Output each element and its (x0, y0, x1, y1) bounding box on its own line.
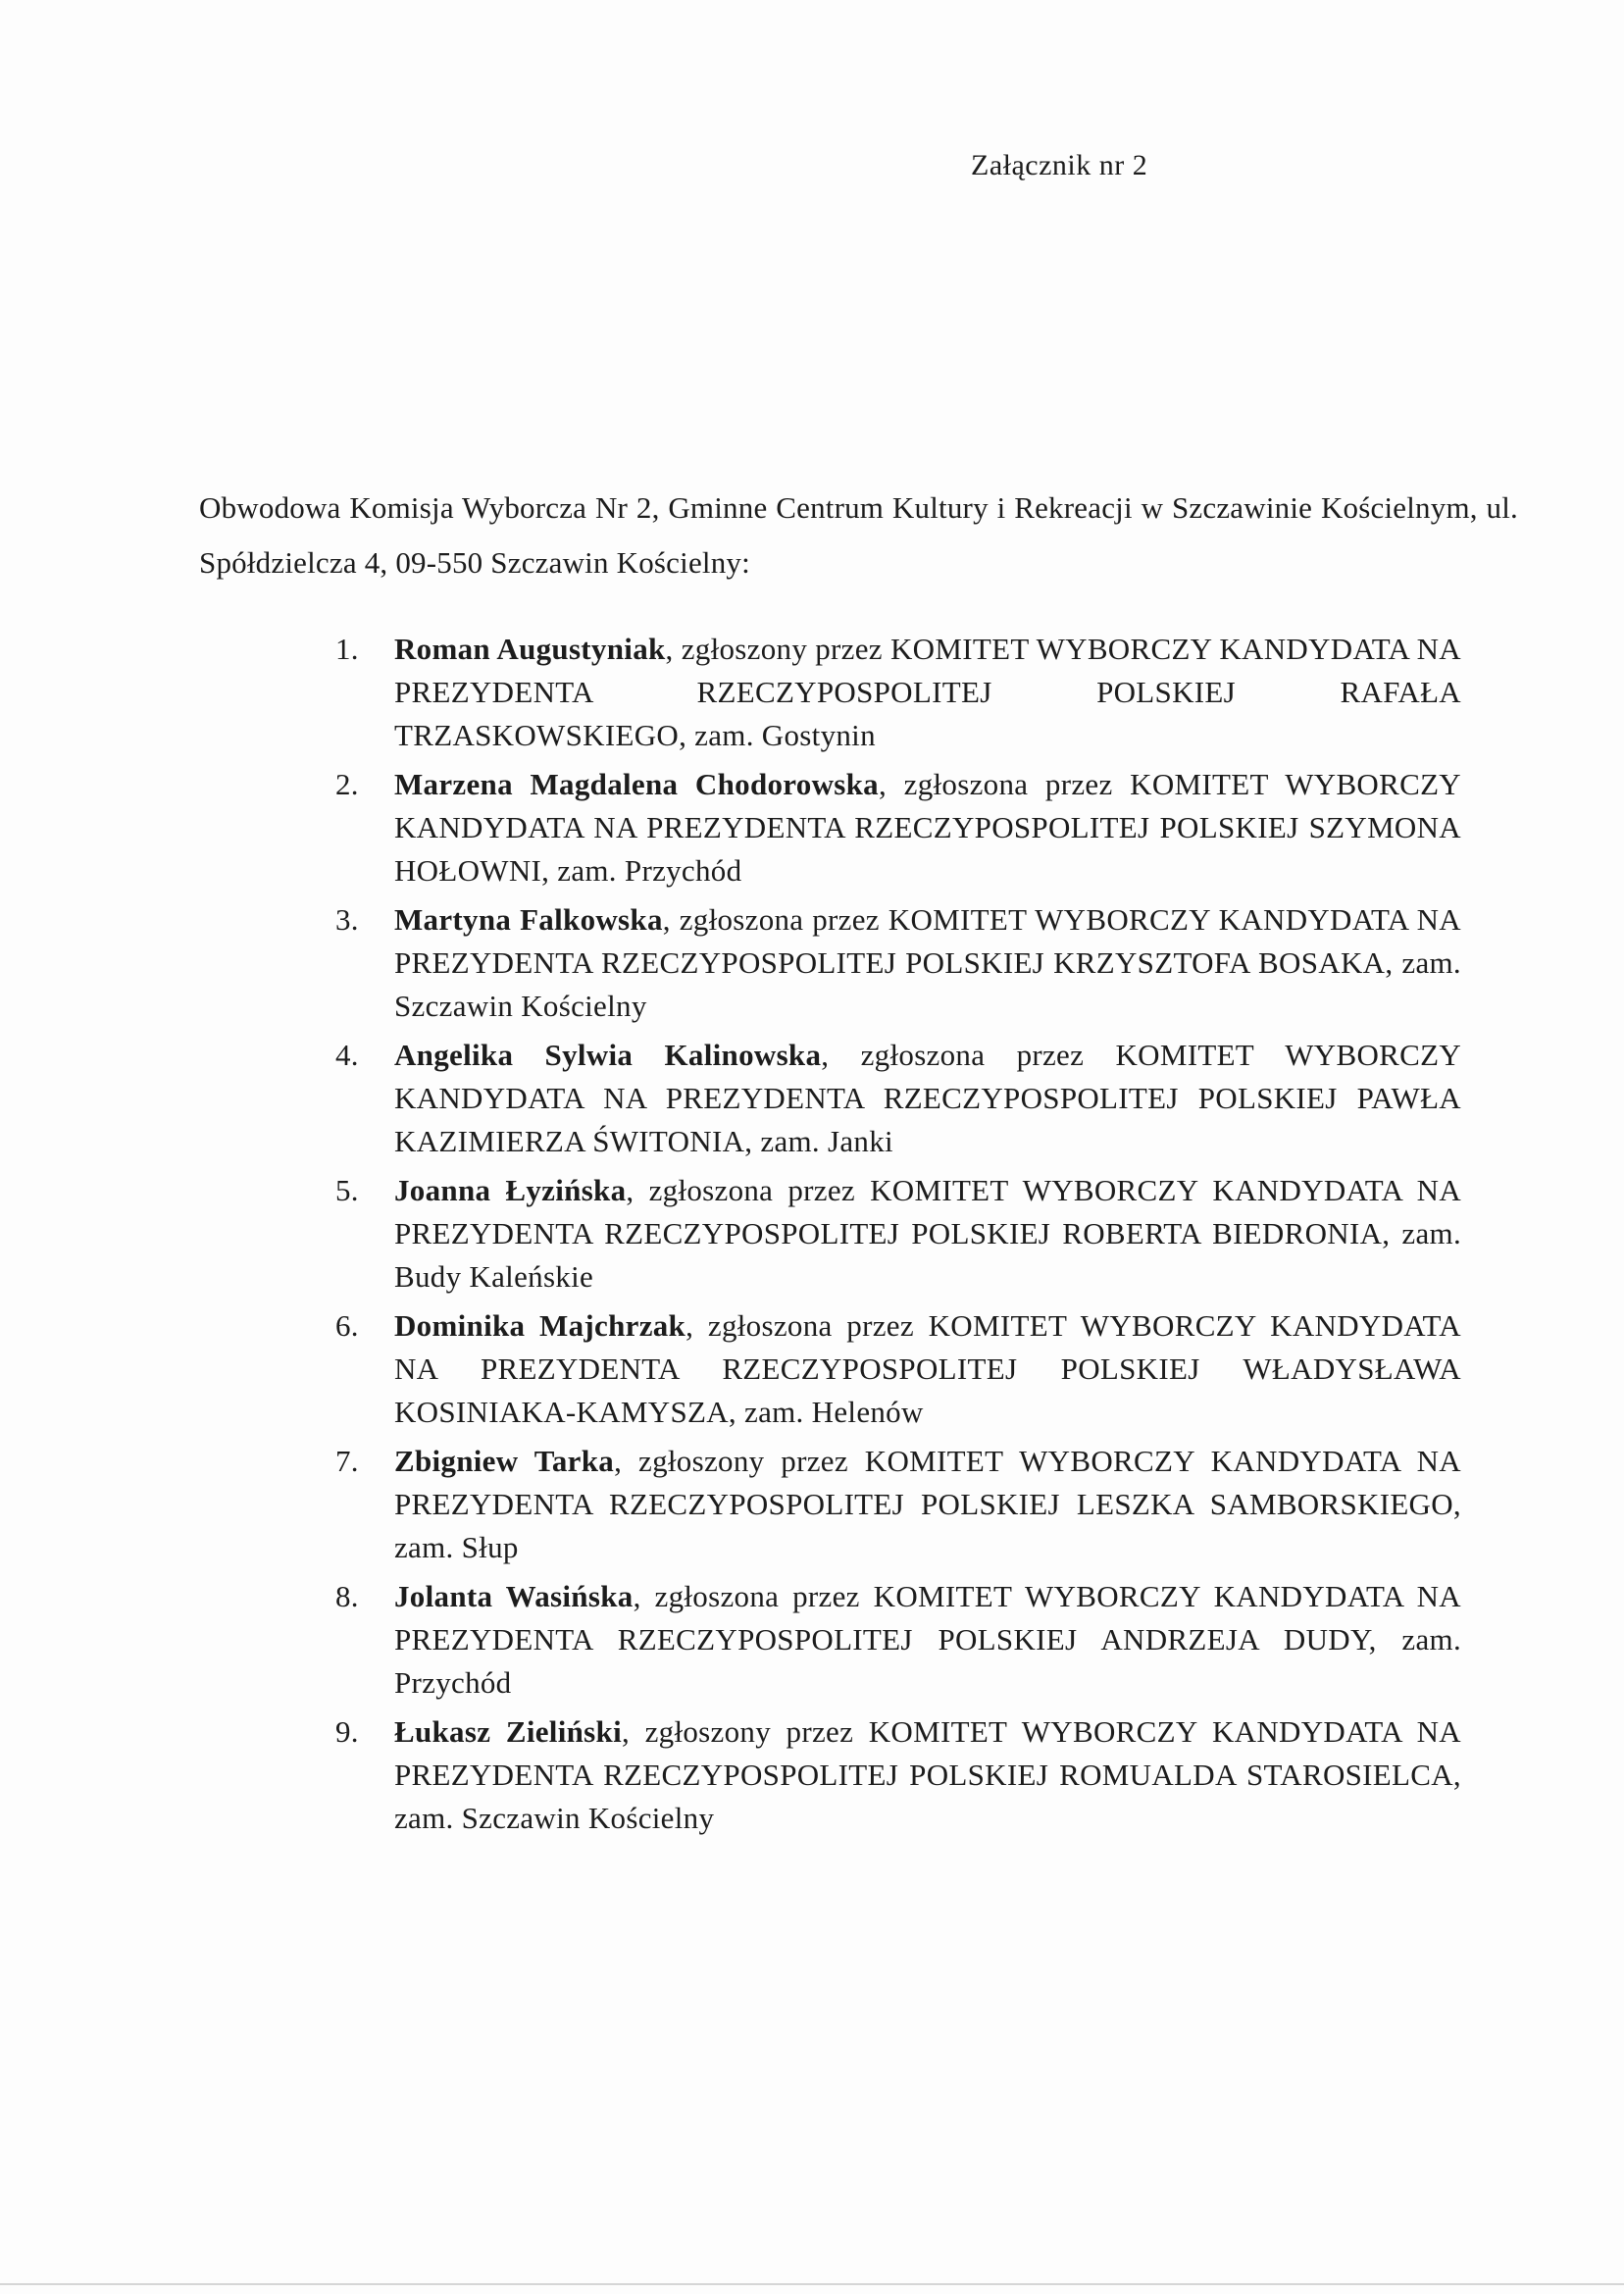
member-details: , zgłoszona przez KOMITET WYBORCZY KANDYDATA NA PREZYDENTA RZECZYPOSPOLITEJ POLSKIEJ ANDRZEJA DUDY, zam. Przychód (394, 1579, 1461, 1700)
member-name: Jolanta Wasińska (394, 1579, 634, 1613)
item-number: 2. (335, 767, 359, 801)
member-details: , zgłoszona przez KOMITET WYBORCZY KANDYDATA NA PREZYDENTA RZECZYPOSPOLITEJ POLSKIEJ KRZYSZTOFA BOSAKA, zam. Szczawin Kościelny (394, 902, 1461, 1023)
member-name: Łukasz Zieliński (394, 1714, 622, 1749)
member-name: Marzena Magdalena Chodorowska (394, 767, 879, 801)
list-item (324, 898, 1461, 1028)
list-item (324, 1169, 1461, 1299)
item-number: 7. (335, 1444, 359, 1478)
member-details: , zgłoszona przez KOMITET WYBORCZY KANDYDATA NA PREZYDENTA RZECZYPOSPOLITEJ POLSKIEJ SZYMONA HOŁOWNI, zam. Przychód (394, 767, 1461, 888)
item-number: 4. (335, 1038, 359, 1072)
item-number: 9. (335, 1714, 359, 1749)
item-number: 8. (335, 1579, 359, 1613)
member-details: , zgłoszony przez KOMITET WYBORCZY KANDYDATA NA PREZYDENTA RZECZYPOSPOLITEJ POLSKIEJ RAFAŁA TRZASKOWSKIEGO, zam. Gostynin (394, 632, 1461, 752)
member-details: , zgłoszona przez KOMITET WYBORCZY KANDYDATA NA PREZYDENTA RZECZYPOSPOLITEJ POLSKIEJ ROBERTA BIEDRONIA, zam. Budy Kaleńskie (394, 1173, 1462, 1294)
annex-title: Załącznik nr 2 (971, 149, 1148, 181)
member-name: Martyna Falkowska (394, 902, 663, 937)
member-name: Joanna Łyzińska (394, 1173, 627, 1207)
list-item (324, 763, 1461, 892)
scan-edge-divider (0, 2283, 1624, 2285)
member-name: Roman Augustyniak (394, 632, 666, 666)
list-item (324, 1575, 1461, 1705)
list-item (324, 628, 1461, 757)
item-number: 1. (335, 632, 359, 666)
item-number: 5. (335, 1173, 359, 1207)
item-number: 6. (335, 1308, 359, 1343)
member-details: , zgłoszony przez KOMITET WYBORCZY KANDYDATA NA PREZYDENTA RZECZYPOSPOLITEJ POLSKIEJ ROMUALDA STAROSIELCA, zam. Szczawin Kościelny (394, 1714, 1461, 1835)
member-details: , zgłoszona przez KOMITET WYBORCZY KANDYDATA NA PREZYDENTA RZECZYPOSPOLITEJ POLSKIEJ PAWŁA KAZIMIERZA ŚWITONIA, zam. Janki (394, 1038, 1462, 1158)
member-name: Angelika Sylwia Kalinowska (394, 1038, 822, 1072)
item-number: 3. (335, 902, 359, 937)
member-details: , zgłoszona przez KOMITET WYBORCZY KANDYDATA NA PREZYDENTA RZECZYPOSPOLITEJ POLSKIEJ WŁADYSŁAWA KOSINIAKA-KAMYSZA, zam. Helenów (394, 1308, 1461, 1429)
member-name: Dominika Majchrzak (394, 1308, 686, 1343)
member-list (324, 628, 1461, 1846)
commission-intro: Obwodowa Komisja Wyborcza Nr 2, Gminne Centrum Kultury i Rekreacji w Szczawinie Kościelnym, ul. Spółdzielcza 4, 09-550 Szczawin Kościelny: (199, 490, 1518, 580)
list-item (324, 1034, 1461, 1163)
member-name: Zbigniew Tarka (394, 1444, 615, 1478)
list-item (324, 1304, 1461, 1434)
list-item (324, 1440, 1461, 1569)
member-details: , zgłoszony przez KOMITET WYBORCZY KANDYDATA NA PREZYDENTA RZECZYPOSPOLITEJ POLSKIEJ LESZKA SAMBORSKIEGO, zam. Słup (394, 1444, 1461, 1564)
list-item (324, 1710, 1461, 1840)
